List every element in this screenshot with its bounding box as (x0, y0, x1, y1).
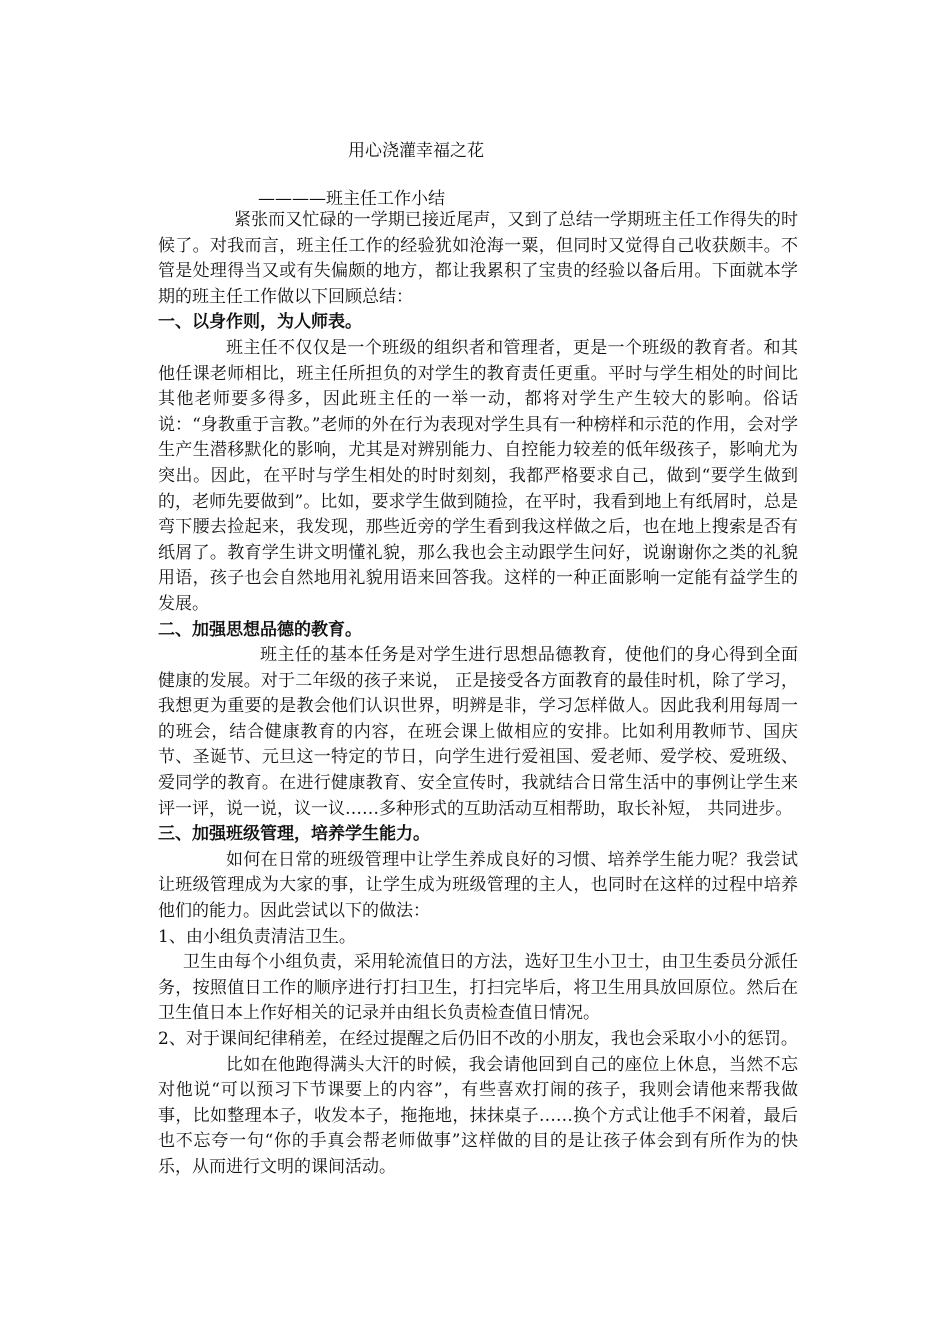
item-1-title: 1、由小组负责清洁卫生。 (158, 926, 356, 947)
section-3-paragraph: 如何在日常的班级管理中让学生养成良好的习惯、培养学生能力呢？我尝试让班级管理成为大家的事，让学生成为班级管理的主人，也同时在这样的过程中培养他们的能力。因此尝试以下的做法： (158, 849, 798, 922)
document-subtitle: ————班主任工作小结 (258, 189, 445, 209)
section-2-heading: 二、加强思想品德的教育。 (158, 619, 362, 640)
section-3-heading: 三、加强班级管理，培养学生能力。 (158, 824, 430, 845)
document-body (158, 208, 798, 1181)
section-2-paragraph: 班主任的基本任务是对学生进行思想品德教育，使他们的身心得到全面健康的发展。对于二年级的孩子来说， 正是接受各方面教育的最佳时机，除了学习，我想更为重要的是教会他们认识世界，明辨是非，学习怎样做人。因此我利用每周一的班会，结合健康教育的内容，在班会课上做相应的安排。比如利用教师节、国庆节、圣诞节、元旦这一特定的节日，向学生进行爱祖国、爱老师、爱学校、爱班级、爱同学的教育。在进行健康教育、安全宣传时，我就结合日常生活中的事例让学生来评一评，说一说，议一议……多种形式的互助活动互相帮助，取长补短， 共同进步。 (158, 645, 798, 819)
section-1-heading: 一、以身作则，为人师表。 (158, 312, 362, 333)
item-1-text: 卫生由每个小组负责，采用轮流值日的方法，选好卫生小卫士，由卫生委员分派任务，按照值日工作的顺序进行打扫卫生，打扫完毕后，将卫生用具放回原位。然后在卫生值日本上作好相关的记录并由组长负责检查值日情况。 (158, 952, 798, 1024)
intro-paragraph: 紧张而又忙碌的一学期已接近尾声，又到了总结一学期班主任工作得失的时候了。对我而言，班主任工作的经验犹如沧海一粟，但同时又觉得自己收获颇丰。不管是处理得当又或有失偏颇的地方，都让我累积了宝贵的经验以备后用。下面就本学期的班主任工作做以下回顾总结： (158, 210, 798, 307)
item-2-title: 2、对于课间纪律稍差，在经过提醒之后仍旧不改的小朋友，我也会采取小小的惩罚。 (158, 1029, 798, 1049)
document-title: 用心浇灌幸福之花 (348, 141, 484, 161)
item-2-text: 比如在他跑得满头大汗的时候，我会请他回到自己的座位上休息，当然不忘对他说“可以预习下节课要上的内容”，有些喜欢打闹的孩子，我则会请他来帮我做事，比如整理本子，收发本子，拖拖地，抹抹桌子……换个方式让他手不闲着，最后也不忘夸一句“你的手真会帮老师做事”这样做的目的是让孩子体会到有所作为的快乐，从而进行文明的课间活动。 (158, 1054, 798, 1177)
section-1-paragraph: 班主任不仅仅是一个班级的组织者和管理者，更是一个班级的教育者。和其他任课老师相比，班主任所担负的对学生的教育责任更重。平时与学生相处的时间比其他老师要多得多，因此班主任的一举一动，都将对学生产生较大的影响。俗话说：“身教重于言教。”老师的外在行为表现对学生具有一种榜样和示范的作用，会对学生产生潜移默化的影响，尤其是对辨别能力、自控能力较差的低年级孩子，影响尤为突出。因此，在平时与学生相处的时时刻刻，我都严格要求自己，做到“要学生做到的，老师先要做到”。比如，要求学生做到随捡，在平时，我看到地上有纸屑时，总是弯下腰去捡起来，我发现，那些近旁的学生看到我这样做之后，也在地上搜索是否有纸屑了。教育学生讲文明懂礼貌，那么我也会主动跟学生问好，说谢谢你之类的礼貌用语，孩子也会自然地用礼貌用语来回答我。这样的一种正面影响一定能有益学生的发展。 (158, 337, 798, 614)
